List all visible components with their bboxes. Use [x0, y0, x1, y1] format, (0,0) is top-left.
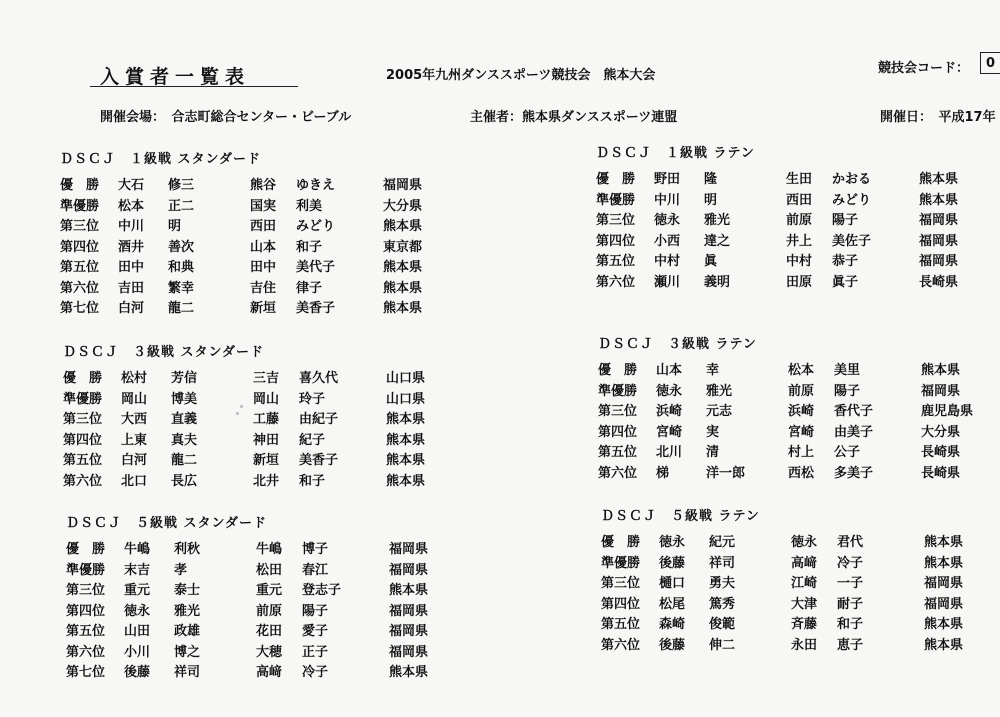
- female-surname: 岡山: [253, 391, 280, 407]
- female-surname: 吉住: [250, 280, 277, 296]
- rank-label: 優 勝: [60, 178, 100, 193]
- male-surname: 白河: [118, 301, 145, 316]
- female-given-name: 陽子: [302, 603, 329, 619]
- male-surname: 梯: [656, 465, 670, 481]
- female-surname: 北井: [253, 473, 280, 489]
- male-surname: 上東: [121, 432, 148, 448]
- prefecture: 福岡県: [919, 254, 959, 269]
- male-surname: 後藤: [124, 665, 151, 680]
- prefecture: 熊本県: [383, 219, 423, 234]
- male-given-name: 隆: [704, 172, 718, 187]
- male-surname: 後藤: [659, 637, 686, 653]
- prefecture: 山口県: [386, 371, 426, 386]
- section-1kyu-standard: [60, 148, 480, 318]
- title-underline: [90, 86, 298, 87]
- result-row: [601, 595, 1000, 615]
- female-given-name: 春江: [302, 562, 329, 578]
- result-row: [596, 273, 996, 293]
- section-5kyu-latin: [601, 505, 1000, 655]
- male-given-name: 祥司: [709, 555, 736, 571]
- female-surname: 高﨑: [791, 555, 818, 571]
- prefecture: 熊本県: [386, 473, 426, 489]
- result-row: [601, 533, 1000, 553]
- female-surname: 西田: [250, 219, 277, 234]
- rank-label: 第五位: [598, 445, 638, 460]
- female-surname: 新垣: [250, 301, 277, 316]
- prefecture: 福岡県: [383, 178, 423, 193]
- female-given-name: 和子: [299, 473, 326, 489]
- female-given-name: 耐子: [837, 596, 864, 612]
- male-surname: 中村: [654, 254, 681, 269]
- result-row: [598, 423, 998, 443]
- female-given-name: 恭子: [832, 254, 859, 269]
- rank-label: 優 勝: [66, 542, 106, 557]
- female-given-name: 公子: [834, 445, 861, 460]
- result-row: [596, 191, 996, 211]
- female-given-name: 多美子: [834, 465, 874, 481]
- female-surname: 新垣: [253, 453, 280, 468]
- female-given-name: 君代: [837, 535, 864, 550]
- rank-label: 優 勝: [598, 363, 638, 378]
- rank-label: 準優勝: [601, 555, 641, 571]
- male-surname: 山田: [124, 624, 151, 639]
- venue: 開催会場： 合志町総合センター・ビーブル: [100, 110, 352, 125]
- rank-label: 優 勝: [63, 371, 103, 386]
- female-given-name: 博子: [302, 542, 329, 557]
- male-surname: 末吉: [124, 562, 151, 578]
- rank-label: 第四位: [601, 596, 641, 612]
- prefecture: 熊本県: [386, 412, 426, 427]
- rank-label: 第三位: [63, 412, 103, 427]
- female-surname: 熊谷: [250, 178, 277, 193]
- rank-label: 第三位: [601, 576, 641, 591]
- result-row: [598, 443, 998, 463]
- result-row: [66, 581, 466, 601]
- female-surname: 大津: [791, 596, 818, 612]
- female-surname: 三吉: [253, 371, 280, 386]
- section-1kyu-latin: [596, 142, 996, 292]
- male-surname: 酒井: [118, 239, 145, 255]
- male-given-name: 俊範: [709, 617, 736, 632]
- section-title: ＤＳＣＪ ３級戦 ラテン: [598, 337, 757, 352]
- female-surname: 斉藤: [791, 617, 818, 632]
- male-given-name: 明: [704, 192, 718, 208]
- rank-label: 第五位: [60, 260, 100, 275]
- section-3kyu-latin: [598, 333, 998, 483]
- prefecture: 福岡県: [919, 213, 959, 228]
- male-given-name: 眞: [704, 254, 718, 269]
- rank-label: 第三位: [60, 219, 100, 234]
- female-surname: 国実: [250, 198, 277, 214]
- rank-label: 第六位: [596, 274, 636, 290]
- rank-label: 第三位: [598, 404, 638, 419]
- female-surname: 村上: [788, 445, 815, 460]
- male-given-name: 和典: [168, 260, 195, 275]
- male-given-name: 芳信: [171, 371, 198, 386]
- rank-label: 第四位: [596, 233, 636, 249]
- male-surname: 徳永: [124, 603, 151, 619]
- female-surname: 浜崎: [788, 404, 815, 419]
- female-surname: 神田: [253, 432, 280, 448]
- result-row: [63, 431, 463, 451]
- female-given-name: 玲子: [299, 391, 326, 407]
- female-given-name: 冷子: [837, 555, 864, 571]
- male-surname: 大石: [118, 178, 145, 193]
- female-surname: 宮崎: [788, 424, 815, 440]
- female-given-name: 陽子: [834, 383, 861, 399]
- rank-label: 第五位: [63, 453, 103, 468]
- male-surname: 徳永: [656, 383, 683, 399]
- prefecture: 熊本県: [924, 637, 964, 653]
- female-given-name: 眞子: [832, 274, 859, 290]
- section-title: ＤＳＣＪ ３級戦 スタンダード: [63, 345, 265, 360]
- organizer: 主催者：熊本県ダンススポーツ連盟: [470, 110, 678, 125]
- male-given-name: 龍二: [171, 453, 198, 468]
- male-surname: 中川: [654, 192, 681, 208]
- male-surname: 北口: [121, 473, 148, 489]
- male-surname: 浜崎: [656, 404, 683, 419]
- female-given-name: 律子: [296, 280, 323, 296]
- result-row: [601, 615, 1000, 635]
- result-row: [66, 602, 466, 622]
- female-given-name: 由美子: [834, 424, 874, 440]
- rank-label: 準優勝: [596, 192, 636, 208]
- female-surname: 松本: [788, 363, 815, 378]
- female-surname: 西松: [788, 465, 815, 481]
- prefecture: 山口県: [386, 391, 426, 407]
- result-row: [60, 238, 460, 258]
- male-surname: 松尾: [659, 596, 686, 612]
- female-surname: 田原: [786, 274, 813, 290]
- prefecture: 東京都: [383, 239, 423, 255]
- female-given-name: 正子: [302, 644, 329, 660]
- male-given-name: 龍二: [168, 301, 195, 316]
- female-given-name: 美代子: [296, 260, 336, 275]
- page-title: 入賞者一覧表: [100, 66, 251, 88]
- male-surname: 瀬川: [654, 274, 681, 290]
- male-surname: 吉田: [118, 280, 145, 296]
- prefecture: 福岡県: [924, 576, 964, 591]
- female-given-name: 陽子: [832, 213, 859, 228]
- female-surname: 田中: [250, 260, 277, 275]
- male-surname: 樋口: [659, 576, 686, 591]
- prefecture: 福岡県: [924, 596, 964, 612]
- result-row: [63, 369, 463, 389]
- male-surname: 宮崎: [656, 424, 683, 440]
- result-row: [63, 390, 463, 410]
- rank-label: 優 勝: [601, 535, 641, 550]
- prefecture: 福岡県: [919, 233, 959, 249]
- male-given-name: 直義: [171, 412, 198, 427]
- female-surname: 生田: [786, 172, 813, 187]
- prefecture: 熊本県: [921, 363, 961, 378]
- prefecture: 熊本県: [386, 453, 426, 468]
- male-given-name: 雅光: [174, 603, 201, 619]
- male-surname: 後藤: [659, 555, 686, 571]
- male-surname: 徳永: [654, 213, 681, 228]
- rank-label: 優 勝: [596, 172, 636, 187]
- male-given-name: 勇夫: [709, 576, 736, 591]
- male-given-name: 孝: [174, 562, 188, 578]
- prefecture: 長崎県: [921, 445, 961, 460]
- prefecture: 長崎県: [919, 274, 959, 290]
- female-surname: 徳永: [791, 535, 818, 550]
- rank-label: 準優勝: [598, 383, 638, 399]
- female-given-name: 和子: [296, 239, 323, 255]
- male-given-name: 祥司: [174, 665, 201, 680]
- male-given-name: 長広: [171, 473, 198, 489]
- male-given-name: 実: [706, 424, 720, 440]
- prefecture: 福岡県: [389, 542, 429, 557]
- event-date: 開催日： 平成17年: [880, 110, 996, 125]
- prefecture: 熊本県: [919, 172, 959, 187]
- female-given-name: 登志子: [302, 583, 342, 598]
- section-title: ＤＳＣＪ ５級戦 スタンダード: [66, 516, 268, 531]
- result-row: [60, 217, 460, 237]
- rank-label: 第六位: [66, 644, 106, 660]
- prefecture: 福岡県: [389, 644, 429, 660]
- male-given-name: 達之: [704, 233, 731, 249]
- section-5kyu-standard: [66, 512, 486, 682]
- male-given-name: 正二: [168, 198, 195, 214]
- female-given-name: みどり: [832, 192, 872, 208]
- male-surname: 大西: [121, 412, 148, 427]
- male-surname: 重元: [124, 583, 151, 598]
- result-row: [598, 464, 998, 484]
- female-surname: 江崎: [791, 576, 818, 591]
- result-row: [60, 299, 460, 319]
- rank-label: 第四位: [66, 603, 106, 619]
- prefecture: 大分県: [383, 198, 423, 214]
- prefecture: 熊本県: [919, 192, 959, 208]
- female-given-name: 和子: [837, 617, 864, 632]
- rank-label: 第七位: [60, 301, 100, 316]
- male-surname: 徳永: [659, 535, 686, 550]
- rank-label: 第五位: [66, 624, 106, 639]
- prefecture: 熊本県: [383, 280, 423, 296]
- prefecture: 福岡県: [921, 383, 961, 399]
- rank-label: 第四位: [63, 432, 103, 448]
- rank-label: 第三位: [596, 213, 636, 228]
- female-surname: 井上: [786, 233, 813, 249]
- rank-label: 第五位: [596, 254, 636, 269]
- prefecture: 長崎県: [921, 465, 961, 481]
- female-given-name: 美里: [834, 363, 861, 378]
- female-surname: 中村: [786, 254, 813, 269]
- male-surname: 野田: [654, 172, 681, 187]
- male-surname: 森崎: [659, 617, 686, 632]
- female-surname: 西田: [786, 192, 813, 208]
- result-row: [601, 574, 1000, 594]
- prefecture: 熊本県: [383, 260, 423, 275]
- female-given-name: 冷子: [302, 665, 329, 680]
- male-given-name: 利秋: [174, 542, 201, 557]
- result-row: [596, 211, 996, 231]
- event-name: 2005年九州ダンススポーツ競技会 熊本大会: [386, 68, 656, 83]
- female-given-name: みどり: [296, 219, 336, 234]
- male-given-name: 繁幸: [168, 280, 195, 296]
- male-surname: 山本: [656, 363, 683, 378]
- male-given-name: 幸: [706, 363, 720, 378]
- result-row: [66, 540, 466, 560]
- rank-label: 第七位: [66, 665, 106, 680]
- result-row: [598, 402, 998, 422]
- rank-label: 第六位: [60, 280, 100, 296]
- female-surname: 前原: [256, 603, 283, 619]
- female-given-name: 美佐子: [832, 233, 872, 249]
- male-given-name: 泰士: [174, 583, 201, 598]
- result-row: [60, 176, 460, 196]
- prefecture: 福岡県: [389, 562, 429, 578]
- rank-label: 準優勝: [63, 391, 103, 407]
- section-title: ＤＳＣＪ ５級戦 ラテン: [601, 509, 760, 524]
- result-row: [60, 197, 460, 217]
- male-surname: 松村: [121, 371, 148, 386]
- section-3kyu-standard: [63, 341, 483, 491]
- female-surname: 重元: [256, 583, 283, 598]
- female-given-name: 香代子: [834, 404, 874, 419]
- male-given-name: 紀元: [709, 535, 736, 550]
- competition-code-label: 競技会コード：: [878, 61, 970, 76]
- female-given-name: 恵子: [837, 637, 864, 653]
- prefecture: 熊本県: [386, 432, 426, 448]
- female-surname: 花田: [256, 624, 283, 639]
- prefecture: 福岡県: [389, 603, 429, 619]
- female-given-name: ゆきえ: [296, 178, 336, 193]
- prefecture: 熊本県: [924, 617, 964, 632]
- male-surname: 岡山: [121, 391, 148, 407]
- rank-label: 第四位: [60, 239, 100, 255]
- female-given-name: 一子: [837, 576, 864, 591]
- result-row: [66, 622, 466, 642]
- male-given-name: 政雄: [174, 624, 201, 639]
- male-surname: 田中: [118, 260, 145, 275]
- female-given-name: 愛子: [302, 624, 329, 639]
- result-row: [601, 636, 1000, 656]
- prefecture: 熊本県: [389, 665, 429, 680]
- female-surname: 山本: [250, 239, 277, 255]
- female-given-name: 喜久代: [299, 371, 339, 386]
- rank-label: 第三位: [66, 583, 106, 598]
- male-given-name: 博之: [174, 644, 201, 660]
- result-row: [596, 232, 996, 252]
- male-surname: 牛嶋: [124, 542, 151, 557]
- section-title: ＤＳＣＪ １級戦 スタンダード: [60, 152, 262, 167]
- result-row: [63, 451, 463, 471]
- male-given-name: 義明: [704, 274, 731, 290]
- male-given-name: 元志: [706, 404, 733, 419]
- result-row: [66, 663, 466, 683]
- female-given-name: 美香子: [296, 301, 336, 316]
- rank-label: 第六位: [63, 473, 103, 489]
- female-surname: 大穂: [256, 644, 283, 660]
- rank-label: 準優勝: [66, 562, 106, 578]
- male-surname: 北川: [656, 445, 683, 460]
- rank-label: 第六位: [601, 637, 641, 653]
- result-row: [596, 170, 996, 190]
- male-given-name: 雅光: [704, 213, 731, 228]
- male-given-name: 善次: [168, 239, 195, 255]
- result-row: [598, 382, 998, 402]
- female-given-name: かおる: [832, 172, 872, 187]
- male-given-name: 真夫: [171, 432, 198, 448]
- female-given-name: 利美: [296, 198, 323, 214]
- female-surname: 牛嶋: [256, 542, 283, 557]
- prefecture: 大分県: [921, 424, 961, 440]
- male-given-name: 雅光: [706, 383, 733, 399]
- rank-label: 準優勝: [60, 198, 100, 214]
- result-row: [598, 361, 998, 381]
- result-row: [66, 643, 466, 663]
- female-surname: 工藤: [253, 412, 280, 427]
- prefecture: 福岡県: [389, 624, 429, 639]
- rank-label: 第六位: [598, 465, 638, 481]
- female-surname: 松田: [256, 562, 283, 578]
- result-row: [63, 472, 463, 492]
- prefecture: 熊本県: [924, 555, 964, 571]
- prefecture: 熊本県: [383, 301, 423, 316]
- female-surname: 前原: [786, 213, 813, 228]
- female-surname: 前原: [788, 383, 815, 399]
- male-given-name: 伸二: [709, 637, 736, 653]
- female-given-name: 紀子: [299, 432, 326, 448]
- female-given-name: 由紀子: [299, 412, 339, 427]
- prefecture: 熊本県: [389, 583, 429, 598]
- rank-label: 第四位: [598, 424, 638, 440]
- result-row: [66, 561, 466, 581]
- male-given-name: 明: [168, 219, 182, 234]
- male-given-name: 篤秀: [709, 596, 736, 612]
- male-surname: 白河: [121, 453, 148, 468]
- male-surname: 小川: [124, 644, 151, 660]
- section-title: ＤＳＣＪ １級戦 ラテン: [596, 146, 755, 161]
- male-surname: 松本: [118, 198, 145, 214]
- male-given-name: 博美: [171, 391, 198, 407]
- prefecture: 熊本県: [924, 535, 964, 550]
- male-surname: 中川: [118, 219, 145, 234]
- male-given-name: 清: [706, 445, 720, 460]
- competition-code-box: 0: [980, 52, 1000, 74]
- female-surname: 高﨑: [256, 665, 283, 680]
- result-row: [60, 279, 460, 299]
- rank-label: 第五位: [601, 617, 641, 632]
- male-given-name: 洋一郎: [706, 465, 746, 481]
- result-row: [601, 554, 1000, 574]
- prefecture: 鹿児島県: [921, 404, 974, 419]
- male-surname: 小西: [654, 233, 681, 249]
- result-row: [596, 252, 996, 272]
- result-row: [60, 258, 460, 278]
- male-given-name: 修三: [168, 178, 195, 193]
- female-surname: 永田: [791, 637, 818, 653]
- female-given-name: 美香子: [299, 453, 339, 468]
- result-row: [63, 410, 463, 430]
